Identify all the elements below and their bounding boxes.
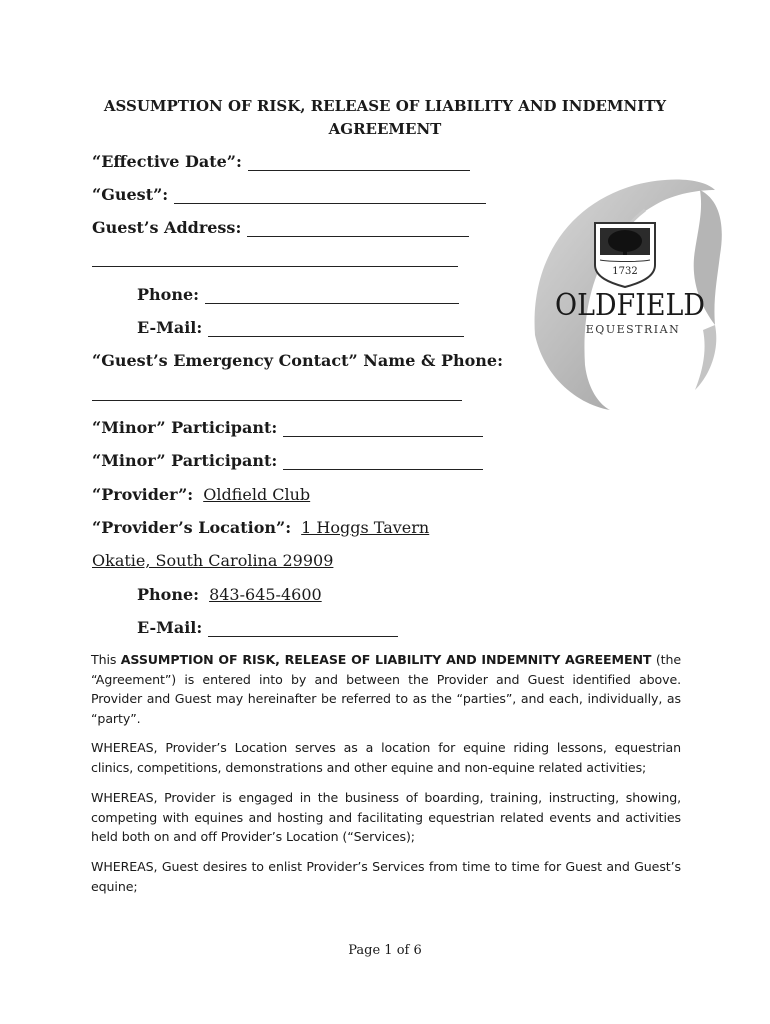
paragraph-whereas-2: WHEREAS, Provider is engaged in the business of boarding, training, instructing, showing, competing with equines and hosting and facilitating equestrian related events and activities held both on and off Provider’s Location (“Services); [91,790,681,844]
provider-label: “Provider”: [92,485,194,504]
provider-city-row [92,548,333,570]
guest-label: “Guest”: [92,185,169,204]
minor-1-label: “Minor” Participant: [92,418,278,437]
guest-email-field[interactable] [208,321,464,337]
provider-email-row [137,615,398,637]
title-line-1: ASSUMPTION OF RISK, RELEASE OF LIABILITY AND INDEMNITY [103,97,667,115]
guest-phone-field[interactable] [205,288,459,304]
guest-phone-label: Phone: [137,285,200,304]
minor-1-field[interactable] [283,421,483,437]
minor-1-row [92,415,483,437]
guest-address-line-2[interactable] [92,266,458,267]
intro-bold-title: ASSUMPTION OF RISK, RELEASE OF LIABILITY AND INDEMNITY AGREEMENT [120,652,652,667]
provider-email-label: E-Mail: [137,618,203,637]
provider-value: Oldfield Club [203,485,311,504]
logo-year: 1732 [612,266,638,277]
intro-prefix: This [91,652,121,667]
page-number: Page 1 of 6 [348,943,422,958]
oldfield-logo [525,165,735,415]
minor-2-row [92,448,483,470]
guest-phone-row [137,282,459,304]
minor-2-field[interactable] [283,454,483,470]
provider-phone-value: 843-645-4600 [209,585,322,604]
effective-date-label: “Effective Date”: [92,152,242,171]
logo-wordmark: OLDFIELD [555,288,705,323]
horse-head-logo-icon [525,165,735,415]
provider-email-field[interactable] [208,621,398,637]
emergency-contact-label: “Guest’s Emergency Contact” Name & Phone: [92,351,504,370]
paragraph-whereas-3: WHEREAS, Guest desires to enlist Provider’s Services from time to time for Guest and Guest’s equine; [91,859,681,894]
guest-email-row [137,315,464,337]
intro-rest: (the “Agreement”) is entered into by and between the Provider and Guest identified above. Provider and Guest may hereinafter be referred to as the “parties”, and each, individually, as “party”. [91,652,682,726]
guest-address-field[interactable] [247,221,469,237]
guest-address-row [92,215,469,237]
provider-location-value: 1 Hoggs Tavern [301,518,430,537]
provider-location-label: “Provider’s Location”: [92,518,292,537]
title-line-2: AGREEMENT [328,120,442,138]
guest-field[interactable] [174,188,486,204]
minor-2-label: “Minor” Participant: [92,451,278,470]
provider-phone-label: Phone: [137,585,200,604]
provider-phone-row [137,582,322,604]
emergency-contact-field[interactable] [92,400,462,401]
emergency-contact-row [92,348,509,370]
provider-city-value: Okatie, South Carolina 29909 [92,551,334,570]
guest-email-label: E-Mail: [137,318,203,337]
provider-row [92,482,310,504]
document-title [100,95,670,141]
provider-location-row [92,515,429,537]
effective-date-row [92,149,470,171]
paragraph-whereas-1: WHEREAS, Provider’s Location serves as a location for equine riding lessons, equestrian clinics, competitions, demonstrations and other equine and non-equine related activities; [91,740,681,775]
logo-subtitle: EQUESTRIAN [585,323,681,336]
effective-date-field[interactable] [248,155,470,171]
paragraph-intro [91,650,681,728]
guest-address-label: Guest’s Address: [92,218,242,237]
guest-row [92,182,486,204]
